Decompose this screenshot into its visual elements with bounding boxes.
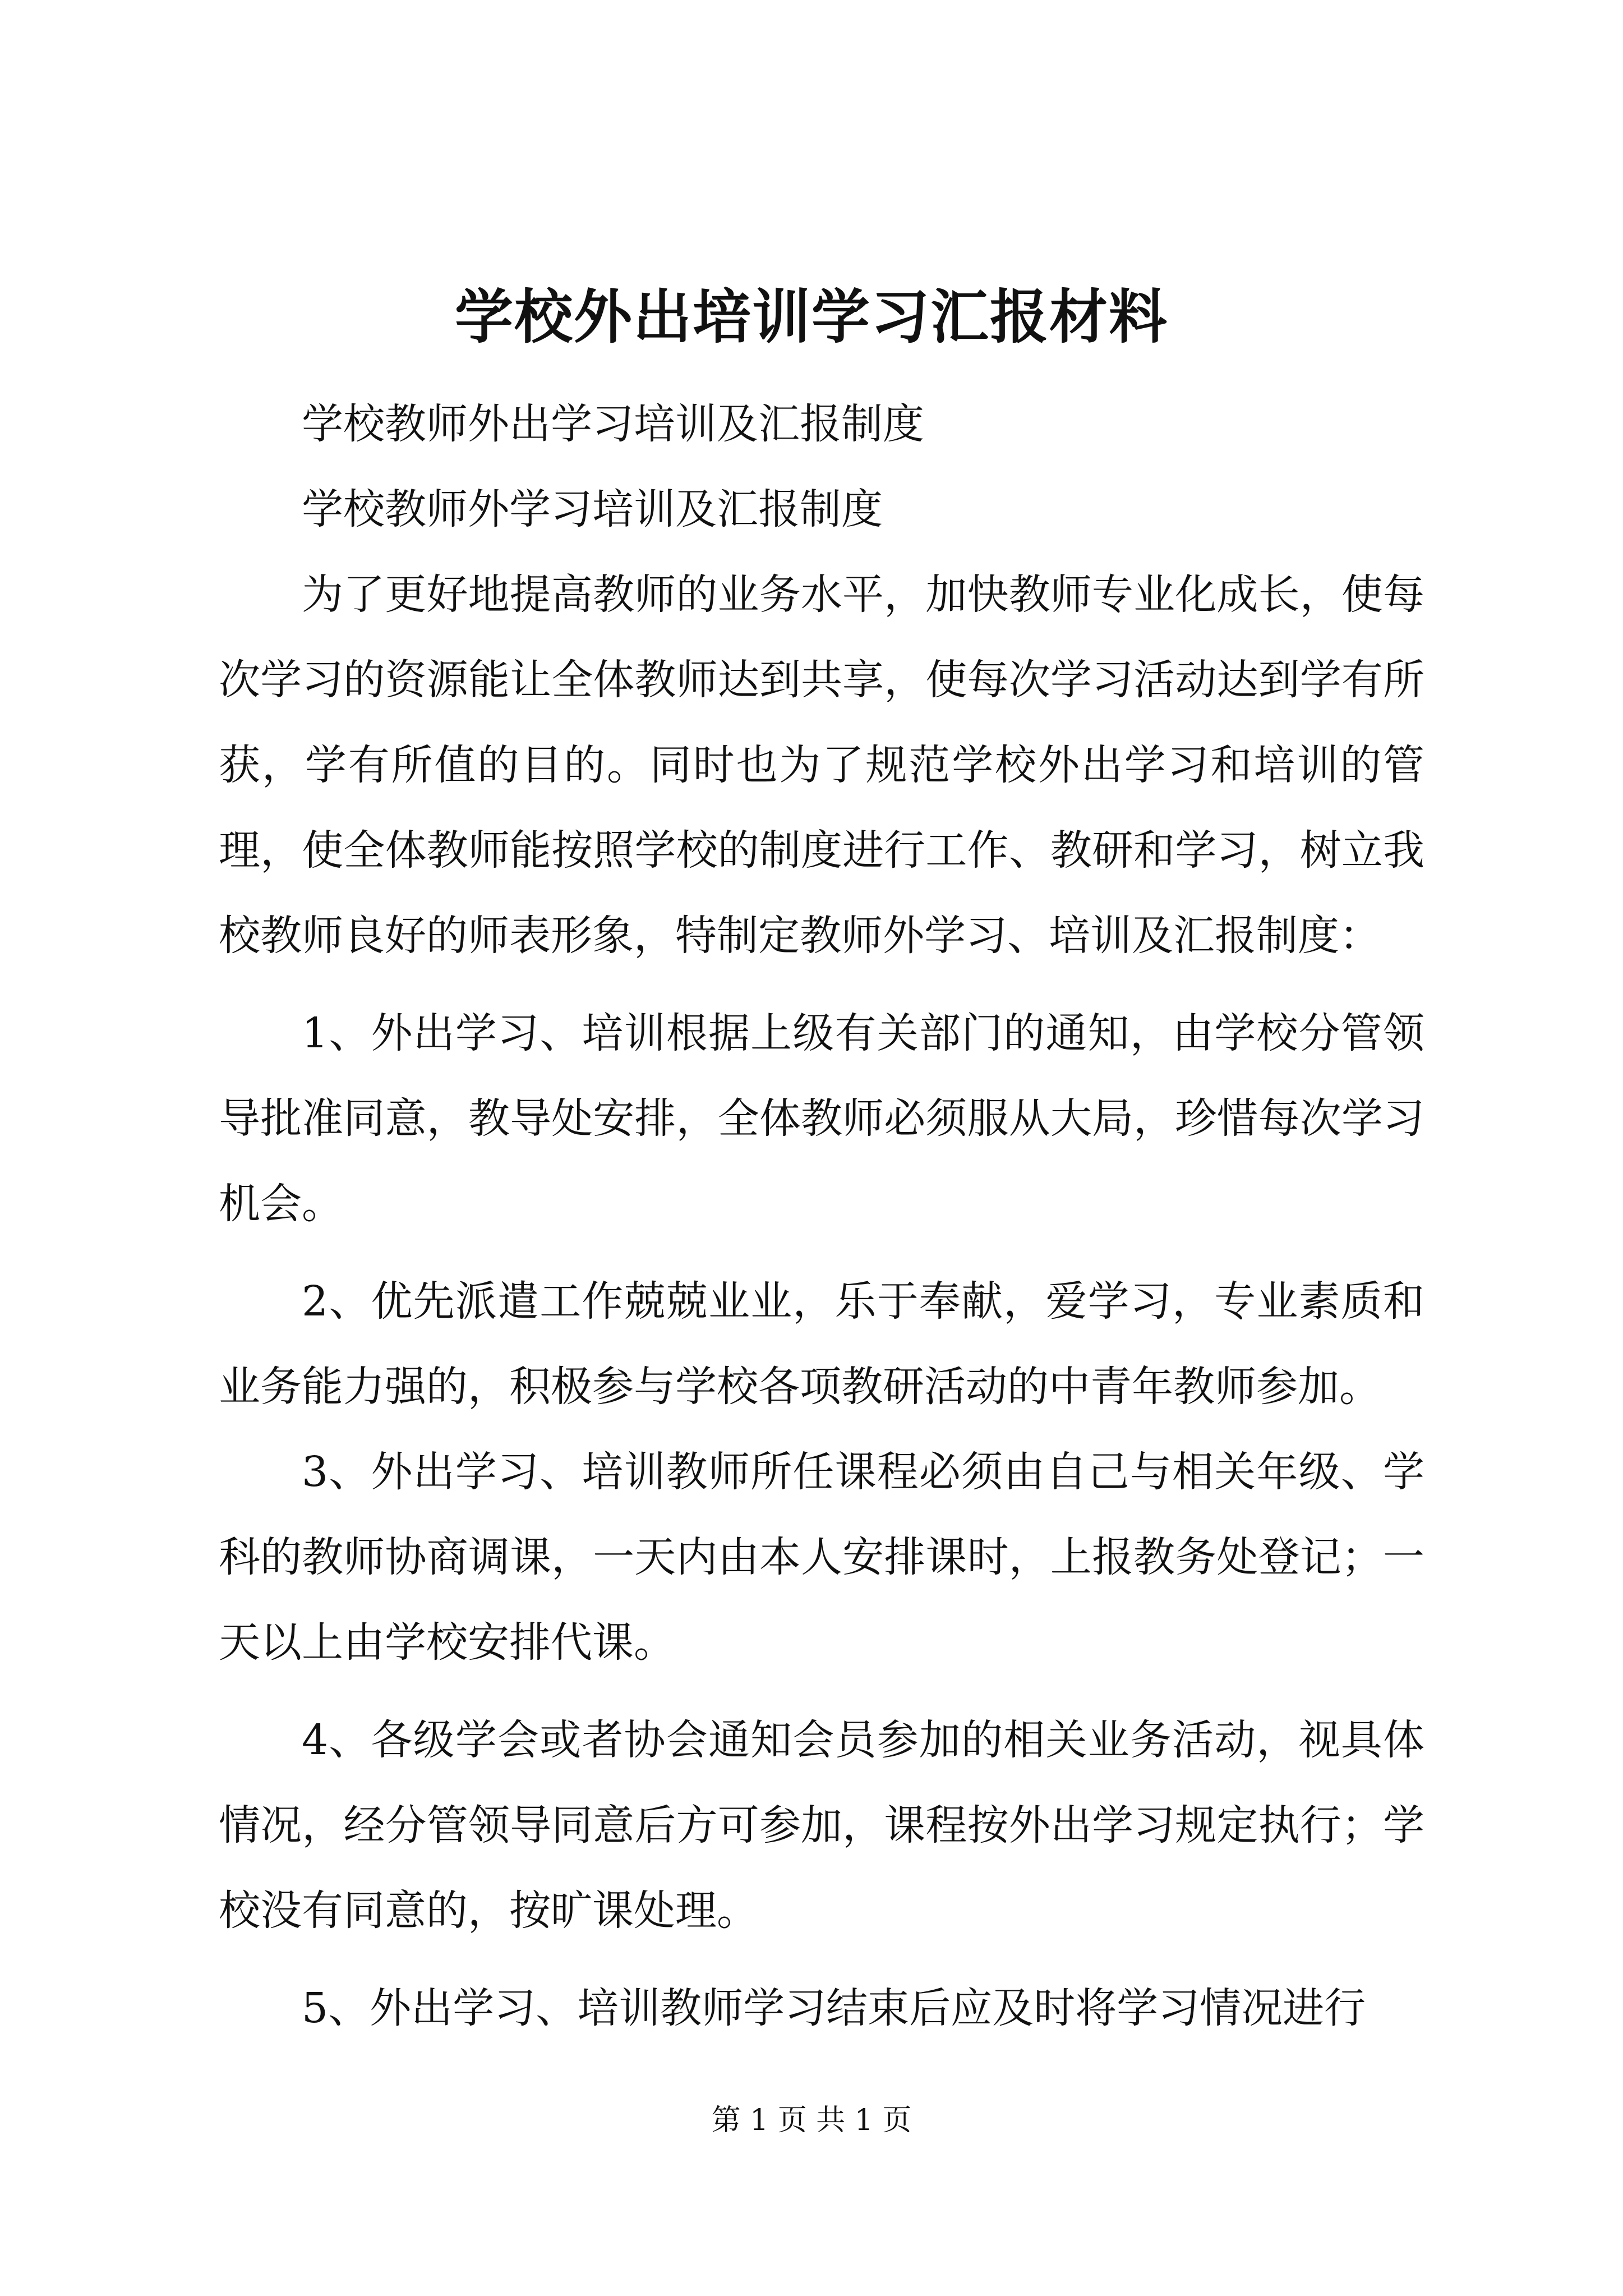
- paragraph-subtitle-2: 学校教师外学习培训及汇报制度: [302, 485, 883, 533]
- paragraph-rule-3: 3、外出学习、培训教师所任课程必须由自己与相关年级、学科的教师协商调课，一天内由本人安排课时，上报教务处登记；一天以上由学校安排代课。: [219, 1448, 1424, 1667]
- page-number-footer: 第 1 页 共 1 页: [711, 2104, 912, 2137]
- document-title: 学校外出培训学习汇报材料: [454, 282, 1168, 351]
- paragraph-intro: 为了更好地提高教师的业务水平，加快教师专业化成长，使每次学习的资源能让全体教师达到共享，使每次学习活动达到学有所获，学有所值的目的。同时也为了规范学校外出学习和培训的管理，使全体教师能按照学校的制度进行工作、教研和学习，树立我校教师良好的师表形象，特制定教师外学习、培训及汇报制度：: [219, 570, 1424, 960]
- paragraph-rule-1: 1、外出学习、培训根据上级有关部门的通知，由学校分管领导批准同意，教导处安排，全体教师必须服从大局，珍惜每次学习机会。: [219, 1009, 1424, 1228]
- document-body: [219, 381, 1424, 2051]
- paragraph-rule-2: 2、优先派遣工作兢兢业业，乐于奉献，爱学习，专业素质和业务能力强的，积极参与学校各项教研活动的中青年教师参加。: [219, 1277, 1424, 1411]
- paragraph-subtitle-1: 学校教师外出学习培训及汇报制度: [302, 400, 924, 448]
- paragraph-rule-4: 4、各级学会或者协会通知会员参加的相关业务活动，视具体情况，经分管领导同意后方可参加，课程按外出学习规定执行；学校没有同意的，按旷课处理。: [219, 1716, 1424, 1935]
- paragraph-rule-5: 5、外出学习、培训教师学习结束后应及时将学习情况进行: [302, 1984, 1366, 2032]
